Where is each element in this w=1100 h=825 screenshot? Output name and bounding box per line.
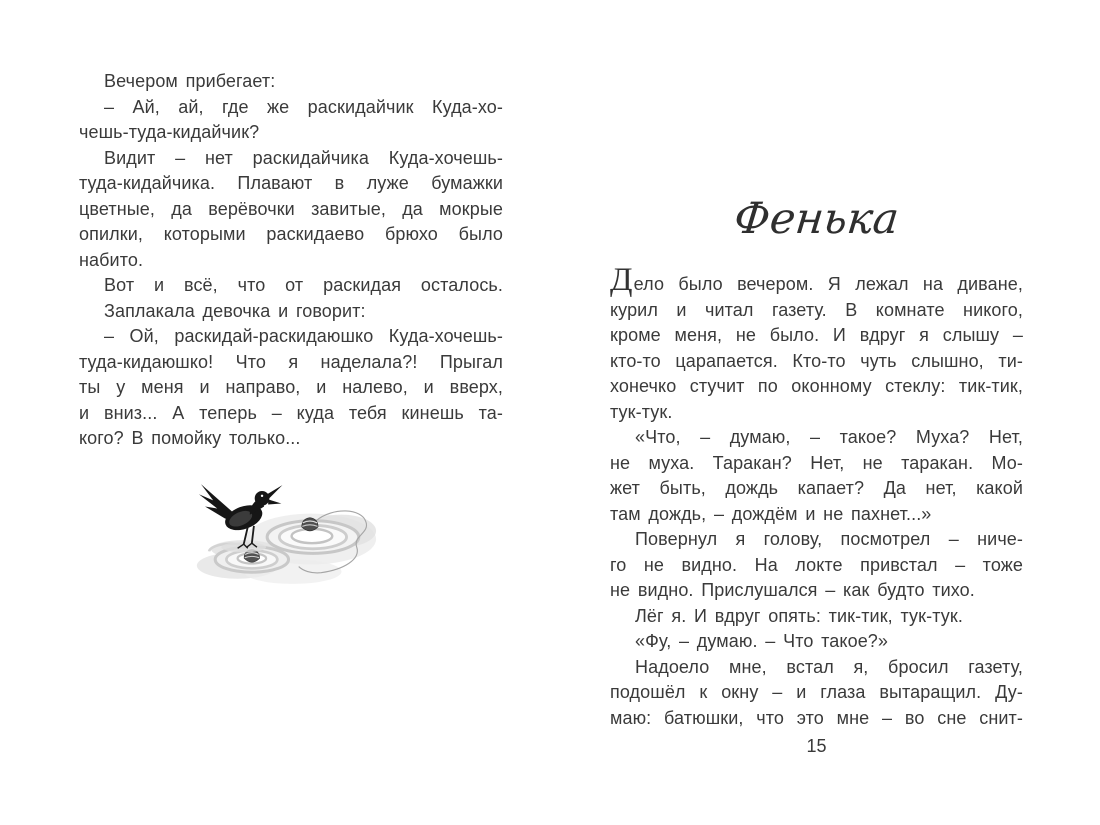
text-line: набито. bbox=[79, 249, 144, 270]
text-line: жет быть, дождь капает? Да нет, какой bbox=[610, 478, 1023, 498]
text-line: кто-то царапается. Кто-то чуть слышно, ти- bbox=[610, 350, 1023, 371]
crow-puddle-drawing bbox=[190, 478, 385, 590]
text-line: Вечером прибегает: bbox=[104, 71, 276, 91]
text-line: го не видно. На локте привстал – тоже bbox=[610, 554, 1023, 575]
text-line: кого? В помойку только... bbox=[79, 428, 301, 448]
text-line: не муха. Таракан? Нет, не таракан. Мо- bbox=[610, 452, 1023, 473]
text-line: там дождь, – дождём и не пахнет...» bbox=[610, 503, 932, 524]
text-line: Надоело мне, встал я, бросил газету, bbox=[635, 656, 1023, 677]
right-page-text-column bbox=[610, 262, 1023, 731]
text-line: цветные, да верёвочки завитые, да мокрые bbox=[79, 198, 503, 219]
chapter-title: Фенька bbox=[731, 194, 902, 244]
text-line: курил и читал газету. В комнате никого, bbox=[610, 299, 1023, 320]
text-line: маю: батюшки, что это мне – во сне снит- bbox=[610, 707, 1023, 728]
text-line: и вниз... А теперь – куда тебя кинешь та- bbox=[79, 402, 503, 423]
text-line: Повернул я голову, посмотрел – ниче- bbox=[635, 529, 1023, 549]
text-line: кроме меня, не было. И вдруг я слышу – bbox=[610, 325, 1023, 345]
text-line: «Фу, – думаю. – Что такое?» bbox=[635, 631, 889, 651]
text-line: «Что, – думаю, – такое? Муха? Нет, bbox=[635, 427, 1023, 447]
text-line: – Ой, раскидай-раскидаюшко Куда-хочешь- bbox=[104, 326, 503, 346]
text-line: туда-кидаюшко! Что я наделала?! Прыгал bbox=[79, 351, 503, 372]
crow-illustration bbox=[190, 478, 385, 590]
text-line: опилки, которыми раскидаево брюхо было bbox=[79, 224, 503, 244]
text-line: Лёг я. И вдруг опять: тик-тик, тук-тук. bbox=[635, 605, 963, 626]
text-line: Заплакала девочка и говорит: bbox=[104, 300, 366, 321]
text-line: Дело было вечером. Я лежал на диване, bbox=[610, 262, 1023, 298]
text-line: – Ай, ай, где же раскидайчик Куда-хо- bbox=[104, 96, 503, 117]
initial-letter: Д bbox=[610, 262, 633, 298]
text-line: тук-тук. bbox=[610, 401, 673, 422]
text-line: Видит – нет раскидайчика Куда-хочешь- bbox=[104, 147, 503, 168]
paper-ball-right bbox=[302, 518, 318, 531]
text-line: подошёл к окну – и глаза вытаращил. Ду- bbox=[610, 682, 1023, 702]
page-number: 15 bbox=[806, 736, 827, 756]
text-line: хонечко стучит по оконному стеклу: тик-тик, bbox=[610, 376, 1023, 396]
text-line: Вот и всё, что от раскидая осталось. bbox=[104, 275, 503, 295]
text-line: не видно. Прислушался – как будто тихо. bbox=[610, 580, 975, 600]
left-page-text-column bbox=[79, 69, 503, 452]
text-line: ты у меня и направо, и налево, и вверх, bbox=[79, 377, 503, 397]
text-line: чешь-туда-кидайчик? bbox=[79, 122, 260, 142]
text-line: туда-кидайчика. Плавают в луже бумажки bbox=[79, 173, 503, 193]
